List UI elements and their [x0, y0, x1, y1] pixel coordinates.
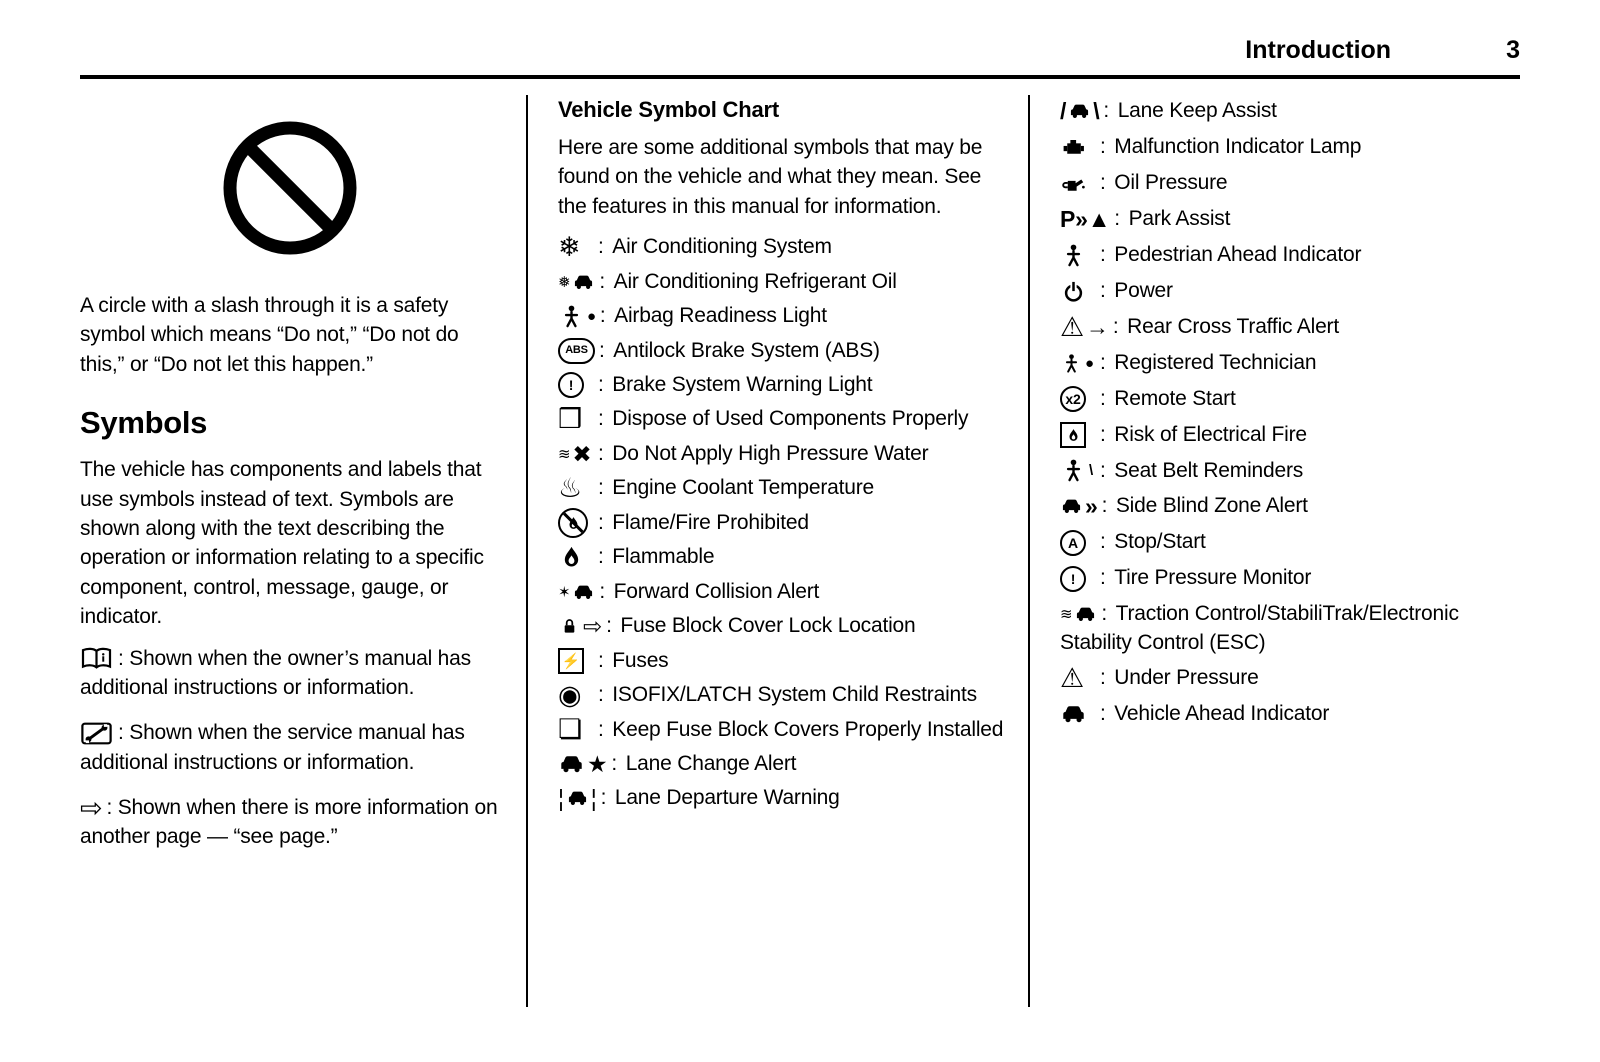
park-assist-icon	[1060, 205, 1110, 233]
separator: :	[1100, 134, 1112, 158]
fuses-icon	[558, 647, 594, 675]
fuse-block-lock-icon	[558, 613, 602, 641]
separator: :	[1101, 494, 1113, 518]
lane-change-alert-icon	[558, 750, 607, 778]
section-title: Introduction	[1245, 36, 1392, 64]
separator: :	[598, 235, 610, 259]
car-glyph	[1074, 604, 1097, 625]
chart-intro: Here are some additional symbols that may be found on the vehicle and what they mean. See the features in this manual for information.	[558, 136, 983, 218]
no-symbol-caption: A circle with a slash through it is a safety symbol which means “Do not,” “Do not do this,” or “Do not let this happen.”	[80, 294, 459, 376]
no-symbol-figure	[80, 113, 500, 263]
header-rule	[80, 75, 1520, 79]
symbol-item	[558, 543, 1004, 571]
icon-glyph: ✖	[572, 440, 592, 467]
icon-glyph: /	[1060, 97, 1067, 124]
symbol-item	[1060, 205, 1520, 233]
brake-warning-icon	[558, 371, 594, 399]
chart-title: Vehicle Symbol Chart	[558, 97, 779, 122]
separator: :	[598, 717, 610, 741]
symbol-label: Remote Start	[1114, 386, 1236, 410]
flame-glyph	[1066, 428, 1081, 443]
symbol-item	[1060, 421, 1520, 449]
symbol-item	[1060, 700, 1520, 728]
symbol-item	[1060, 241, 1520, 269]
symbol-label: Brake System Warning Light	[612, 372, 873, 396]
symbol-item	[558, 750, 1004, 778]
symbol-item	[1060, 169, 1520, 197]
icon-glyph: →	[1086, 313, 1109, 340]
flame-glyph	[558, 545, 585, 570]
separator: :	[1100, 665, 1112, 689]
symbol-label: Oil Pressure	[1114, 170, 1228, 194]
stop-start-icon	[1060, 529, 1096, 557]
symbol-item	[1060, 600, 1520, 656]
symbol-label: Air Conditioning Refrigerant Oil	[613, 269, 897, 293]
separator: :	[1114, 206, 1126, 230]
power-glyph	[1060, 279, 1087, 304]
service-manual-wrench-icon	[80, 720, 113, 747]
lock-glyph	[558, 616, 581, 637]
engine-glyph	[1060, 135, 1087, 160]
flame-glyph	[566, 516, 581, 531]
separator: :	[1100, 170, 1112, 194]
icon-glyph: !	[1060, 566, 1086, 592]
power-icon	[1060, 277, 1096, 305]
icon-glyph: P»▲	[1060, 205, 1111, 232]
separator: :	[611, 751, 623, 775]
symbol-item	[1060, 133, 1520, 161]
separator: :	[599, 269, 611, 293]
symbols-intro: The vehicle has components and labels that use symbols instead of text. Symbols are shown along with the text describing the operation or information relating to a specific component, control, message, gauge, or indicator.	[80, 458, 484, 629]
separator: :	[1101, 602, 1113, 626]
icon-glyph: ❒	[558, 404, 583, 435]
icon-glyph: ❄	[558, 232, 581, 263]
separator: :	[1100, 566, 1112, 590]
right-column	[1030, 95, 1520, 1007]
person-glyph	[558, 304, 585, 329]
icon-glyph: ♨	[558, 473, 583, 504]
car-glyph	[1060, 702, 1087, 727]
separator: :	[1100, 530, 1112, 554]
symbol-label: Keep Fuse Block Covers Properly Installed	[612, 717, 1004, 741]
icon-glyph: ≋	[558, 445, 571, 463]
left-column	[80, 95, 526, 1007]
see-page-marker	[80, 793, 500, 852]
tire-pressure-icon	[1060, 565, 1096, 593]
book-glyph	[80, 645, 113, 672]
middle-column	[528, 95, 1028, 1007]
car-glyph	[572, 272, 595, 293]
symbol-label: Fuses	[612, 648, 669, 672]
symbol-item	[1060, 385, 1520, 413]
symbol-item	[1060, 528, 1520, 556]
symbol-label: Side Blind Zone Alert	[1115, 494, 1308, 518]
icon-glyph: \	[1089, 462, 1093, 480]
icon-glyph: !	[558, 372, 584, 398]
symbol-label: Air Conditioning System	[612, 235, 832, 259]
separator: :	[599, 338, 611, 362]
separator: :	[598, 683, 610, 707]
separator: :	[1100, 422, 1112, 446]
symbol-label: Do Not Apply High Pressure Water	[612, 441, 929, 465]
icon-glyph: ❅	[558, 273, 571, 291]
symbol-label: Engine Coolant Temperature	[612, 476, 875, 500]
symbol-label: Tire Pressure Monitor	[1114, 566, 1312, 590]
ac-refrigerant-oil-icon	[558, 268, 595, 296]
keep-fuse-covers-icon	[558, 716, 594, 744]
marker-text: : Shown when the service manual has additional instructions or information.	[80, 721, 465, 774]
electrical-fire-icon	[1060, 421, 1096, 449]
separator: :	[598, 407, 610, 431]
symbol-label: Antilock Brake System (ABS)	[613, 338, 880, 362]
icon-glyph: ⚡	[558, 648, 584, 674]
symbol-item	[558, 268, 1004, 296]
separator: :	[599, 304, 612, 328]
symbol-item	[558, 233, 1004, 261]
forward-collision-alert-icon	[558, 578, 595, 606]
symbol-label: Vehicle Ahead Indicator	[1114, 701, 1330, 725]
icon-glyph: ●	[587, 308, 596, 326]
symbol-label: Lane Departure Warning	[614, 786, 840, 810]
separator: :	[1100, 458, 1112, 482]
vehicle-ahead-icon	[1060, 700, 1096, 728]
box-glyph	[1060, 422, 1086, 448]
symbol-item	[1060, 664, 1520, 692]
symbol-label: Lane Change Alert	[625, 751, 797, 775]
symbol-label: Dispose of Used Components Properly	[612, 407, 969, 431]
symbol-item	[558, 509, 1004, 537]
service-manual-marker	[80, 718, 500, 777]
symbol-item	[1060, 349, 1520, 377]
separator: :	[1100, 701, 1112, 725]
icon-glyph: ◉	[558, 680, 582, 711]
symbol-item	[558, 784, 1004, 812]
symbol-item	[1060, 457, 1520, 485]
owners-manual-marker	[80, 644, 500, 703]
symbol-item	[558, 405, 1004, 433]
separator: :	[598, 510, 610, 534]
separator: :	[600, 786, 612, 810]
icon-glyph: ≋	[1060, 606, 1073, 624]
icon-glyph: ABS	[558, 338, 595, 364]
icon-glyph: ⇨	[583, 613, 603, 640]
separator: :	[1100, 350, 1112, 374]
separator: :	[1112, 314, 1125, 338]
flammable-icon	[558, 544, 594, 572]
symbol-label: Under Pressure	[1114, 665, 1259, 689]
symbol-item	[1060, 277, 1520, 305]
car-glyph	[1068, 101, 1091, 122]
symbol-item	[558, 578, 1004, 606]
person-glyph	[1060, 243, 1087, 268]
separator: :	[598, 441, 610, 465]
icon-glyph: ¦	[558, 785, 564, 812]
no-high-pressure-water-icon	[558, 440, 594, 468]
abs-icon	[558, 337, 595, 365]
icon-glyph: A	[1060, 530, 1086, 556]
separator: :	[598, 372, 610, 396]
car-glyph	[1060, 496, 1083, 517]
symbol-label: Lane Keep Assist	[1117, 99, 1277, 122]
lane-keep-assist-icon	[1060, 97, 1099, 125]
no-circle-glyph	[558, 508, 588, 538]
symbol-item	[558, 302, 1004, 330]
icon-glyph: ✶	[558, 583, 571, 601]
symbol-label: Stop/Start	[1114, 530, 1206, 554]
symbol-label: Seat Belt Reminders	[1114, 458, 1304, 482]
separator: :	[598, 545, 610, 569]
separator: :	[1100, 278, 1112, 302]
owners-manual-book-icon	[80, 645, 113, 672]
content-columns	[80, 95, 1520, 1007]
icon-glyph: ★	[587, 750, 608, 777]
symbol-label: Fuse Block Cover Lock Location	[620, 614, 916, 638]
separator: :	[1100, 386, 1112, 410]
engine-coolant-temp-icon	[558, 475, 594, 503]
registered-technician-icon	[1060, 349, 1096, 377]
symbol-item	[1060, 564, 1520, 592]
car-glyph	[558, 752, 585, 777]
separator: :	[1103, 99, 1115, 122]
symbol-label: Power	[1114, 278, 1173, 302]
symbol-label: Rear Cross Traffic Alert	[1127, 314, 1339, 338]
oil-pressure-icon	[1060, 169, 1096, 197]
symbol-label: Park Assist	[1128, 206, 1231, 230]
symbol-item	[1060, 492, 1520, 520]
person-glyph	[1060, 353, 1083, 374]
under-pressure-icon	[1060, 664, 1096, 692]
air-conditioning-icon	[558, 234, 594, 262]
symbol-label: Forward Collision Alert	[613, 579, 820, 603]
separator: :	[598, 476, 610, 500]
icon-glyph: ❏	[558, 714, 583, 745]
symbol-label: Flammable	[612, 545, 715, 569]
separator: :	[598, 648, 610, 672]
symbol-label: Airbag Readiness Light	[614, 304, 827, 328]
car-glyph	[572, 582, 595, 603]
symbol-item	[558, 371, 1004, 399]
symbol-label: ISOFIX/LATCH System Child Restraints	[612, 683, 977, 707]
symbol-item	[558, 440, 1004, 468]
traction-control-icon	[1060, 601, 1097, 629]
icon-glyph: \	[1093, 97, 1100, 124]
symbols-heading: Symbols	[80, 405, 208, 441]
page-header	[80, 30, 1520, 65]
wrench-glyph	[80, 720, 113, 747]
icon-glyph: »	[1085, 493, 1098, 520]
person-glyph	[1060, 458, 1087, 483]
symbol-label: Risk of Electrical Fire	[1114, 422, 1307, 446]
symbol-item	[558, 337, 1004, 365]
marker-text: : Shown when there is more information on another page — “see page.”	[80, 796, 498, 849]
isofix-latch-icon	[558, 682, 594, 710]
symbol-item	[558, 647, 1004, 675]
symbol-label: Flame/Fire Prohibited	[612, 510, 809, 534]
icon-glyph: ¦	[590, 785, 597, 812]
symbol-item	[558, 612, 1004, 640]
symbol-label: Registered Technician	[1114, 350, 1317, 374]
symbol-item	[558, 716, 1004, 744]
icon-glyph: ⚠	[1060, 311, 1085, 342]
symbol-label: Traction Control/StabiliTrak/Electronic Stability Control (ESC)	[1060, 602, 1459, 654]
pedestrian-ahead-icon	[1060, 241, 1096, 269]
separator: :	[1100, 242, 1112, 266]
prohibition-symbol	[215, 113, 365, 263]
airbag-readiness-icon	[558, 303, 596, 331]
symbol-label: Malfunction Indicator Lamp	[1114, 134, 1362, 158]
marker-text: : Shown when the owner’s manual has additional instructions or information.	[80, 646, 471, 699]
remote-start-icon	[1060, 385, 1096, 413]
dispose-components-icon	[558, 406, 594, 434]
icon-glyph: ⚠	[1060, 662, 1085, 693]
seat-belt-icon	[1060, 457, 1096, 485]
page-number: 3	[1506, 36, 1520, 64]
see-page-arrow-icon: ⇨	[80, 793, 103, 824]
side-blind-zone-icon	[1060, 493, 1098, 521]
separator: :	[606, 614, 618, 638]
lane-departure-warning-icon	[558, 785, 597, 813]
symbol-label: Pedestrian Ahead Indicator	[1114, 242, 1362, 266]
symbol-item	[1060, 97, 1520, 125]
car-glyph	[566, 788, 589, 809]
malfunction-indicator-icon	[1060, 133, 1096, 161]
icon-glyph: x2	[1060, 386, 1086, 412]
oil-can-glyph	[1060, 171, 1087, 196]
icon-glyph: ●	[1085, 354, 1094, 372]
separator: :	[599, 579, 611, 603]
flame-prohibited-icon	[558, 509, 594, 537]
symbol-item	[558, 681, 1004, 709]
symbol-item	[1060, 313, 1520, 341]
symbol-item	[558, 474, 1004, 502]
rear-cross-traffic-icon	[1060, 313, 1109, 341]
